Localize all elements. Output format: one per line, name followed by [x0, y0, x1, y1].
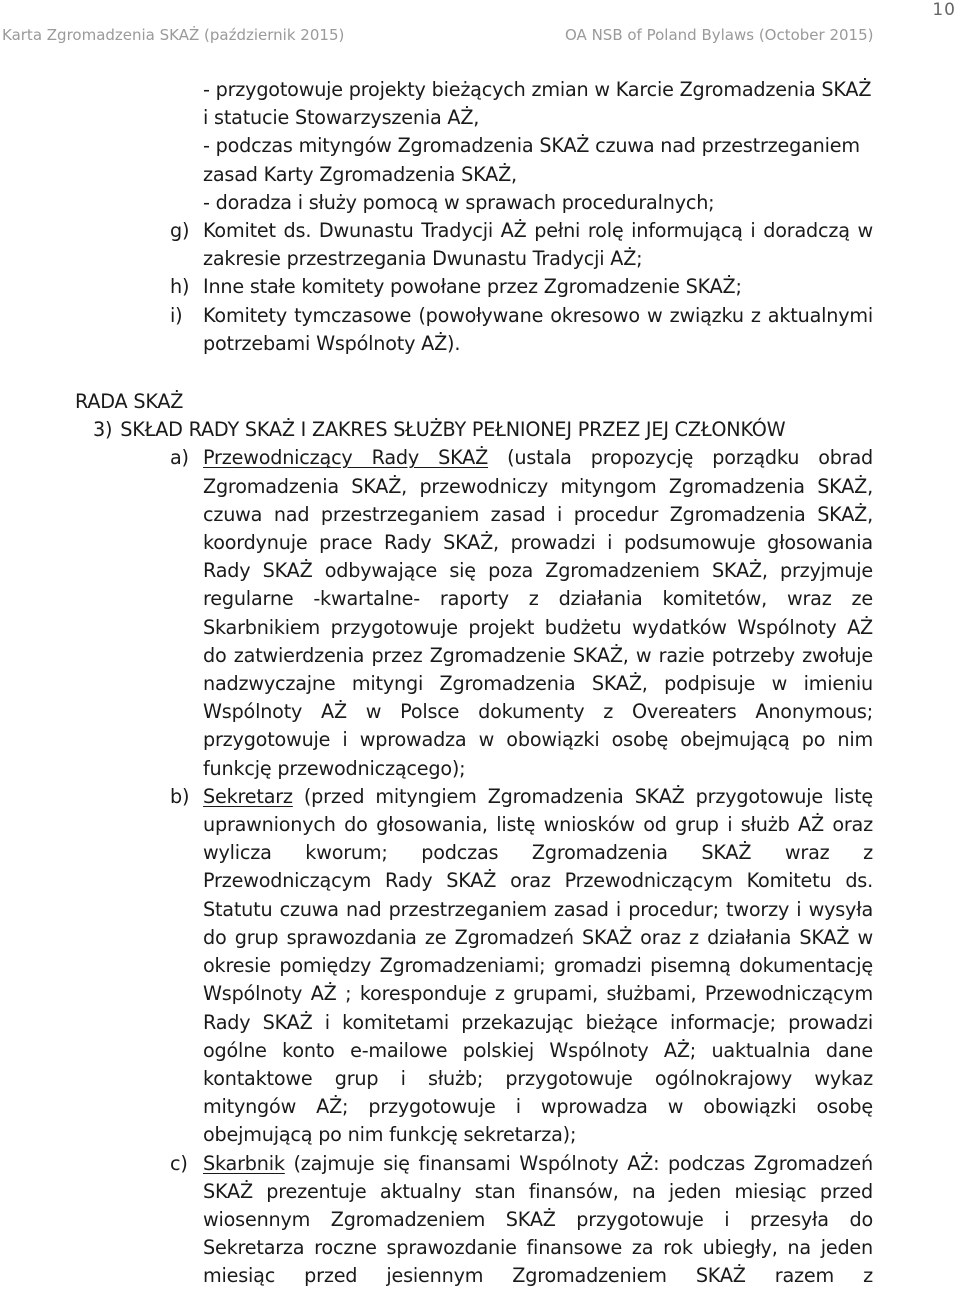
- role-text: (ustala propozycję porządku obrad Zgromadzenia SKAŻ, przewodniczy mityngom Zgromadzenia SKAŻ, czuwa nad przestrzeganiem zasad i procedur Zgromadzenia SKAŻ, koordynuje prace Rady SKAŻ, prowadzi i podsumowuje głosowania Rady SKAŻ odbywające się poza Zgromadzeniem SKAŻ, przyjmuje regularne -kwartalne- raporty z działania komitetów, wraz ze Skarbnikiem przygotowuje projekt budżetu wydatków Wspólnoty AŻ do zatwierdzenia przez Zgromadzenie SKAŻ, w razie potrzeby zwołuje nadzwyczajne mityngi Zgromadzenia SKAŻ, podpisuje w imieniu Wspólnoty AŻ w Polsce dokumenty z Overeaters Anonymous; przygotowuje i wprowadza w obowiązki osobę obejmującą po nim funkcję przewodniczącego);: [203, 446, 873, 780]
- heading-number: 3): [93, 418, 113, 442]
- list-marker: b): [170, 784, 190, 808]
- committee-text: Komitety tymczasowe (powoływane okresowo w związku z aktualnymi potrzebami Wspólnoty AŻ).: [203, 303, 873, 355]
- list-marker: i): [170, 303, 183, 327]
- role-text: (przed mityngiem Zgromadzenia SKAŻ przygotowuje listę uprawnionych do głosowania, listę wniosków od grup i służb AŻ oraz wylicza kworum; podczas Zgromadzenia SKAŻ wraz z Przewodniczącym Rady SKAŻ oraz Przewodniczącym Komitetu ds. Statutu czuwa nad przestrzeganiem zasad i procedur; tworzy i wysyła do grup sprawozdania ze Zgromadzeń SKAŻ oraz z działania SKAŻ w okresie pomiędzy Zgromadzeniami; gromadzi pisemną dokumentację Wspólnoty AŻ ; koresponduje z grupami, służbami, Przewodniczącym Rady SKAŻ i komitetami przekazując bieżące informacje; prowadzi ogólne konto e-mailowe polskiej Wspólnoty AŻ; uaktualnia dane kontaktowe grup i służb; przygotowuje ogólnokrajowy wykaz mityngów AŻ; przygotowuje i wprowadza w obowiązki osobę obejmującą po nim funkcję sekretarza);: [203, 784, 873, 1147]
- list-marker: h): [170, 275, 190, 299]
- committee-text: Inne stałe komitety powołane przez Zgromadzenie SKAŻ;: [203, 275, 742, 299]
- role-title: Sekretarz: [203, 784, 293, 808]
- duty-line: - przygotowuje projekty bieżących zmian w Karcie Zgromadzenia SKAŻ i statucie Stowarzyszenia AŻ,: [203, 78, 872, 130]
- role-title: Skarbnik: [203, 1151, 285, 1175]
- role-secretary: [0, 783, 873, 1150]
- role-title: Przewodniczący Rady SKAŻ: [203, 446, 489, 470]
- list-marker: a): [170, 446, 189, 470]
- committee-item-h: [0, 273, 873, 301]
- running-header-polish: Karta Zgromadzenia SKAŻ (październik 2015): [2, 26, 345, 44]
- role-description: [203, 1150, 873, 1291]
- duty-line: - podczas mityngów Zgromadzenia SKAŻ czuwa nad przestrzeganiem zasad Karty Zgromadzenia SKAŻ,: [203, 134, 860, 186]
- section-title: RADA SKAŻ: [75, 390, 184, 414]
- statute-committee-duties: [203, 76, 875, 217]
- duty-line: - doradza i służy pomocą w sprawach proceduralnych;: [203, 190, 715, 214]
- document-body: [0, 76, 960, 1291]
- role-text: (zajmuje się finansami Wspólnoty AŻ: podczas Zgromadzeń SKAŻ prezentuje aktualny stan finansów, na jeden miesiąc przed wiosennym Zgromadzeniem SKAŻ przygotowuje i przesyła do Sekretarza roczne sprawozdanie finansowe za rok ubiegły, na jeden miesiąc przed jesiennym Zgromadzeniem SKAŻ razem z: [203, 1151, 873, 1288]
- committee-item-g: [0, 217, 873, 273]
- role-treasurer: [0, 1150, 873, 1291]
- role-description: [203, 783, 873, 1150]
- page-number: 10: [932, 0, 956, 20]
- list-marker: c): [170, 1151, 188, 1175]
- committee-item-i: [0, 302, 873, 358]
- running-header-english: OA NSB of Poland Bylaws (October 2015): [565, 26, 874, 44]
- list-marker: g): [170, 219, 190, 243]
- section-heading: [93, 416, 960, 444]
- heading-text: SKŁAD RADY SKAŻ I ZAKRES SŁUŻBY PEŁNIONEJ PRZEZ JEJ CZŁONKÓW: [120, 418, 786, 442]
- role-description: [203, 444, 873, 782]
- committee-text: Komitet ds. Dwunastu Tradycji AŻ pełni rolę informującą i doradczą w zakresie przestrzegania Dwunastu Tradycji AŻ;: [203, 219, 873, 271]
- role-chairperson: [0, 444, 873, 782]
